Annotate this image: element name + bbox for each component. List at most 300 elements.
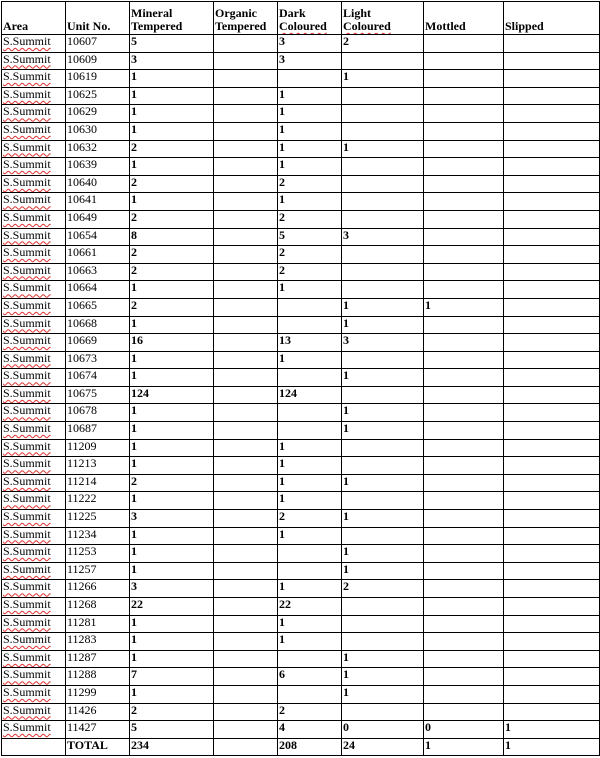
unit-no-cell: 10630: [66, 122, 130, 140]
slipped-cell: [504, 334, 600, 352]
dark-coloured-cell: 1: [278, 87, 342, 105]
slipped-cell: [504, 404, 600, 422]
mineral-tempered-cell: 2: [130, 140, 214, 158]
dark-coloured-cell: 1: [278, 492, 342, 510]
dark-coloured-cell: 2: [278, 510, 342, 528]
mineral-tempered-cell: 1: [130, 615, 214, 633]
table-row: [2, 246, 600, 264]
slipped-cell: [504, 386, 600, 404]
dark-coloured-cell: 5: [278, 228, 342, 246]
slipped-cell: [504, 263, 600, 281]
mineral-tempered-cell: 1: [130, 369, 214, 387]
organic-tempered-cell: [214, 703, 278, 721]
organic-tempered-cell: [214, 52, 278, 70]
mineral-tempered-cell: 1: [130, 650, 214, 668]
organic-tempered-cell: [214, 633, 278, 651]
slipped-cell: [504, 122, 600, 140]
light-coloured-cell: 1: [342, 404, 424, 422]
mineral-tempered-cell: 1: [130, 633, 214, 651]
unit-no-cell: 11213: [66, 457, 130, 475]
mineral-tempered-cell: 1: [130, 457, 214, 475]
slipped-cell: [504, 193, 600, 211]
dark-coloured-cell: 1: [278, 439, 342, 457]
table-row: [2, 598, 600, 616]
organic-tempered-cell: [214, 668, 278, 686]
organic-tempered-cell: [214, 404, 278, 422]
dark-coloured-cell: 1: [278, 474, 342, 492]
organic-tempered-cell: [214, 492, 278, 510]
mottled-cell: 1: [424, 298, 504, 316]
mottled-cell: [424, 474, 504, 492]
organic-tempered-cell: [214, 545, 278, 563]
header-dark-coloured: Dark Coloured: [278, 2, 342, 35]
area-cell: S.Summit: [2, 562, 66, 580]
mottled-cell: [424, 703, 504, 721]
table-row: [2, 316, 600, 334]
slipped-cell: [504, 422, 600, 440]
area-cell: S.Summit: [2, 263, 66, 281]
light-coloured-cell: 1: [342, 422, 424, 440]
header-unit-no: Unit No.: [66, 2, 130, 35]
light-coloured-cell: 1: [342, 562, 424, 580]
table-row: [2, 510, 600, 528]
light-coloured-cell: 1: [342, 668, 424, 686]
slipped-cell: [504, 492, 600, 510]
area-cell: S.Summit: [2, 298, 66, 316]
unit-no-cell: 11222: [66, 492, 130, 510]
mineral-tempered-cell: 1: [130, 158, 214, 176]
unit-no-cell: 11426: [66, 703, 130, 721]
unit-no-cell: 10675: [66, 386, 130, 404]
mineral-tempered-cell: 2: [130, 298, 214, 316]
organic-tempered-cell: [214, 210, 278, 228]
mineral-tempered-cell: 2: [130, 175, 214, 193]
organic-tempered-cell: [214, 70, 278, 88]
light-coloured-cell: [342, 386, 424, 404]
area-cell: S.Summit: [2, 105, 66, 123]
unit-no-cell: 11281: [66, 615, 130, 633]
mottled-cell: [424, 633, 504, 651]
dark-coloured-cell: 2: [278, 246, 342, 264]
area-cell: S.Summit: [2, 703, 66, 721]
unit-no-cell: 11266: [66, 580, 130, 598]
table-row: [2, 298, 600, 316]
slipped-cell: 1: [504, 721, 600, 739]
organic-tempered-cell: [214, 615, 278, 633]
area-cell: S.Summit: [2, 369, 66, 387]
organic-tempered-cell: [214, 175, 278, 193]
light-coloured-cell: 1: [342, 369, 424, 387]
unit-no-cell: 10625: [66, 87, 130, 105]
mineral-tempered-cell: 1: [130, 422, 214, 440]
organic-tempered-cell: [214, 122, 278, 140]
light-coloured-cell: 24: [342, 738, 424, 756]
mineral-tempered-cell: 8: [130, 228, 214, 246]
light-coloured-cell: [342, 351, 424, 369]
mottled-cell: [424, 439, 504, 457]
mottled-cell: [424, 580, 504, 598]
mottled-cell: [424, 334, 504, 352]
total-row: [2, 738, 600, 756]
light-coloured-cell: 2: [342, 35, 424, 53]
area-cell: S.Summit: [2, 633, 66, 651]
dark-coloured-cell: 2: [278, 210, 342, 228]
table-row: [2, 633, 600, 651]
area-cell: S.Summit: [2, 122, 66, 140]
mottled-cell: [424, 263, 504, 281]
mottled-cell: [424, 228, 504, 246]
table-row: [2, 52, 600, 70]
area-cell: S.Summit: [2, 598, 66, 616]
unit-no-cell: 10607: [66, 35, 130, 53]
mottled-cell: [424, 668, 504, 686]
dark-coloured-cell: 1: [278, 580, 342, 598]
slipped-cell: [504, 105, 600, 123]
mineral-tempered-cell: 1: [130, 105, 214, 123]
unit-no-cell: 10632: [66, 140, 130, 158]
organic-tempered-cell: [214, 87, 278, 105]
slipped-cell: [504, 175, 600, 193]
light-coloured-cell: [342, 615, 424, 633]
mineral-tempered-cell: 2: [130, 703, 214, 721]
unit-no-cell: 10661: [66, 246, 130, 264]
mineral-tempered-cell: 1: [130, 281, 214, 299]
light-coloured-cell: [342, 457, 424, 475]
mottled-cell: [424, 545, 504, 563]
table-row: [2, 685, 600, 703]
area-cell: S.Summit: [2, 35, 66, 53]
mineral-tempered-cell: 1: [130, 316, 214, 334]
mottled-cell: [424, 422, 504, 440]
light-coloured-cell: [342, 263, 424, 281]
light-coloured-cell: 1: [342, 685, 424, 703]
organic-tempered-cell: [214, 263, 278, 281]
unit-no-cell: 10663: [66, 263, 130, 281]
table-row: [2, 386, 600, 404]
unit-no-cell: 11288: [66, 668, 130, 686]
slipped-cell: [504, 298, 600, 316]
organic-tempered-cell: [214, 457, 278, 475]
organic-tempered-cell: [214, 334, 278, 352]
table-row: [2, 158, 600, 176]
dark-coloured-cell: 1: [278, 615, 342, 633]
dark-coloured-cell: [278, 316, 342, 334]
mottled-cell: [424, 70, 504, 88]
unit-no-cell: 10649: [66, 210, 130, 228]
dark-coloured-cell: [278, 404, 342, 422]
mottled-cell: [424, 492, 504, 510]
light-coloured-cell: 2: [342, 580, 424, 598]
light-coloured-cell: [342, 52, 424, 70]
slipped-cell: [504, 369, 600, 387]
table-row: [2, 193, 600, 211]
table-row: [2, 140, 600, 158]
header-organic-tempered: Organic Tempered: [214, 2, 278, 35]
organic-tempered-cell: [214, 105, 278, 123]
unit-no-cell: 10665: [66, 298, 130, 316]
slipped-cell: [504, 545, 600, 563]
light-coloured-cell: 3: [342, 334, 424, 352]
area-cell: S.Summit: [2, 334, 66, 352]
organic-tempered-cell: [214, 510, 278, 528]
mineral-tempered-cell: 3: [130, 580, 214, 598]
header-row: [2, 2, 600, 35]
area-cell: S.Summit: [2, 615, 66, 633]
area-cell: S.Summit: [2, 580, 66, 598]
unit-no-cell: 11257: [66, 562, 130, 580]
slipped-cell: [504, 474, 600, 492]
unit-no-cell: 10619: [66, 70, 130, 88]
table-row: [2, 492, 600, 510]
slipped-cell: [504, 158, 600, 176]
table-row: [2, 281, 600, 299]
table-row: [2, 545, 600, 563]
organic-tempered-cell: [214, 474, 278, 492]
dark-coloured-cell: [278, 650, 342, 668]
slipped-cell: [504, 598, 600, 616]
slipped-cell: [504, 228, 600, 246]
mineral-tempered-cell: 124: [130, 386, 214, 404]
mineral-tempered-cell: 1: [130, 685, 214, 703]
unit-no-cell: 10629: [66, 105, 130, 123]
area-cell: S.Summit: [2, 52, 66, 70]
light-coloured-cell: 1: [342, 298, 424, 316]
slipped-cell: [504, 246, 600, 264]
mottled-cell: 1: [424, 738, 504, 756]
mineral-tempered-cell: 1: [130, 527, 214, 545]
mineral-tempered-cell: 5: [130, 721, 214, 739]
mineral-tempered-cell: 234: [130, 738, 214, 756]
unit-no-cell: 11225: [66, 510, 130, 528]
unit-no-cell: 11214: [66, 474, 130, 492]
slipped-cell: [504, 580, 600, 598]
table-row: [2, 122, 600, 140]
slipped-cell: [504, 210, 600, 228]
dark-coloured-cell: [278, 562, 342, 580]
light-coloured-cell: [342, 175, 424, 193]
light-coloured-cell: 1: [342, 474, 424, 492]
dark-coloured-cell: 4: [278, 721, 342, 739]
area-cell: S.Summit: [2, 386, 66, 404]
mottled-cell: [424, 562, 504, 580]
unit-no-cell: 10668: [66, 316, 130, 334]
slipped-cell: [504, 35, 600, 53]
organic-tempered-cell: [214, 598, 278, 616]
mottled-cell: [424, 140, 504, 158]
organic-tempered-cell: [214, 316, 278, 334]
table-row: [2, 580, 600, 598]
dark-coloured-cell: 2: [278, 263, 342, 281]
slipped-cell: 1: [504, 738, 600, 756]
mineral-tempered-cell: 2: [130, 210, 214, 228]
unit-no-cell: 10609: [66, 52, 130, 70]
table-row: [2, 650, 600, 668]
dark-coloured-cell: 6: [278, 668, 342, 686]
unit-no-cell: TOTAL: [66, 738, 130, 756]
light-coloured-cell: [342, 439, 424, 457]
dark-coloured-cell: 3: [278, 52, 342, 70]
area-cell: S.Summit: [2, 510, 66, 528]
unit-no-cell: 10674: [66, 369, 130, 387]
slipped-cell: [504, 527, 600, 545]
unit-no-cell: 10669: [66, 334, 130, 352]
light-coloured-cell: [342, 193, 424, 211]
mottled-cell: [424, 510, 504, 528]
area-cell: S.Summit: [2, 650, 66, 668]
unit-no-cell: 10639: [66, 158, 130, 176]
slipped-cell: [504, 281, 600, 299]
mottled-cell: [424, 193, 504, 211]
dark-coloured-cell: [278, 545, 342, 563]
mineral-tempered-cell: 1: [130, 492, 214, 510]
table-row: [2, 562, 600, 580]
light-coloured-cell: 1: [342, 70, 424, 88]
slipped-cell: [504, 87, 600, 105]
mottled-cell: [424, 598, 504, 616]
area-cell: S.Summit: [2, 439, 66, 457]
organic-tempered-cell: [214, 527, 278, 545]
table-row: [2, 87, 600, 105]
dark-coloured-cell: 2: [278, 703, 342, 721]
unit-no-cell: 10687: [66, 422, 130, 440]
organic-tempered-cell: [214, 281, 278, 299]
table-body: [2, 35, 600, 756]
unit-no-cell: 11427: [66, 721, 130, 739]
table-row: [2, 105, 600, 123]
area-cell: S.Summit: [2, 492, 66, 510]
unit-no-cell: 11253: [66, 545, 130, 563]
header-light-coloured: Light Coloured: [342, 2, 424, 35]
area-cell: S.Summit: [2, 685, 66, 703]
mineral-tempered-cell: 2: [130, 474, 214, 492]
mottled-cell: [424, 210, 504, 228]
area-cell: S.Summit: [2, 316, 66, 334]
header-mineral-tempered: Mineral Tempered: [130, 2, 214, 35]
table-row: [2, 351, 600, 369]
dark-coloured-cell: 1: [278, 527, 342, 545]
area-cell: [2, 738, 66, 756]
area-cell: S.Summit: [2, 175, 66, 193]
area-cell: S.Summit: [2, 246, 66, 264]
dark-coloured-cell: 3: [278, 35, 342, 53]
dark-coloured-cell: 1: [278, 351, 342, 369]
organic-tempered-cell: [214, 351, 278, 369]
slipped-cell: [504, 457, 600, 475]
mineral-tempered-cell: 1: [130, 439, 214, 457]
dark-coloured-cell: 208: [278, 738, 342, 756]
mottled-cell: [424, 122, 504, 140]
mineral-tempered-cell: 1: [130, 545, 214, 563]
light-coloured-cell: [342, 210, 424, 228]
mottled-cell: [424, 615, 504, 633]
light-coloured-cell: [342, 281, 424, 299]
header-area: Area: [2, 2, 66, 35]
light-coloured-cell: [342, 87, 424, 105]
light-coloured-cell: 1: [342, 650, 424, 668]
mottled-cell: [424, 87, 504, 105]
organic-tempered-cell: [214, 685, 278, 703]
mottled-cell: [424, 316, 504, 334]
mineral-tempered-cell: 1: [130, 562, 214, 580]
organic-tempered-cell: [214, 158, 278, 176]
organic-tempered-cell: [214, 298, 278, 316]
light-coloured-cell: [342, 633, 424, 651]
mottled-cell: 0: [424, 721, 504, 739]
organic-tempered-cell: [214, 721, 278, 739]
light-coloured-cell: 3: [342, 228, 424, 246]
mineral-tempered-cell: 3: [130, 52, 214, 70]
slipped-cell: [504, 351, 600, 369]
mottled-cell: [424, 351, 504, 369]
dark-coloured-cell: [278, 70, 342, 88]
header-slipped: Slipped: [504, 2, 600, 35]
mineral-tempered-cell: 16: [130, 334, 214, 352]
area-cell: S.Summit: [2, 228, 66, 246]
area-cell: S.Summit: [2, 70, 66, 88]
light-coloured-cell: [342, 703, 424, 721]
area-cell: S.Summit: [2, 158, 66, 176]
table-row: [2, 422, 600, 440]
organic-tempered-cell: [214, 422, 278, 440]
area-cell: S.Summit: [2, 210, 66, 228]
table-row: [2, 439, 600, 457]
mottled-cell: [424, 175, 504, 193]
table-row: [2, 527, 600, 545]
area-cell: S.Summit: [2, 545, 66, 563]
organic-tempered-cell: [214, 246, 278, 264]
mottled-cell: [424, 527, 504, 545]
slipped-cell: [504, 70, 600, 88]
mottled-cell: [424, 35, 504, 53]
dark-coloured-cell: 124: [278, 386, 342, 404]
light-coloured-cell: 1: [342, 140, 424, 158]
light-coloured-cell: [342, 158, 424, 176]
table-row: [2, 457, 600, 475]
slipped-cell: [504, 650, 600, 668]
area-cell: S.Summit: [2, 140, 66, 158]
mottled-cell: [424, 105, 504, 123]
light-coloured-cell: 1: [342, 510, 424, 528]
organic-tempered-cell: [214, 580, 278, 598]
mineral-tempered-cell: 7: [130, 668, 214, 686]
area-cell: S.Summit: [2, 281, 66, 299]
area-cell: S.Summit: [2, 474, 66, 492]
header-mottled: Mottled: [424, 2, 504, 35]
organic-tempered-cell: [214, 650, 278, 668]
dark-coloured-cell: 2: [278, 175, 342, 193]
organic-tempered-cell: [214, 140, 278, 158]
dark-coloured-cell: 1: [278, 193, 342, 211]
organic-tempered-cell: [214, 369, 278, 387]
mineral-tempered-cell: 5: [130, 35, 214, 53]
light-coloured-cell: 0: [342, 721, 424, 739]
mineral-tempered-cell: 2: [130, 246, 214, 264]
dark-coloured-cell: 1: [278, 140, 342, 158]
light-coloured-cell: 1: [342, 545, 424, 563]
dark-coloured-cell: 1: [278, 105, 342, 123]
table-row: [2, 721, 600, 739]
organic-tempered-cell: [214, 35, 278, 53]
mineral-tempered-cell: 1: [130, 87, 214, 105]
unit-no-cell: 10654: [66, 228, 130, 246]
light-coloured-cell: [342, 527, 424, 545]
unit-no-cell: 10678: [66, 404, 130, 422]
area-cell: S.Summit: [2, 668, 66, 686]
mottled-cell: [424, 650, 504, 668]
unit-no-cell: 10640: [66, 175, 130, 193]
unit-no-cell: 11287: [66, 650, 130, 668]
organic-tempered-cell: [214, 193, 278, 211]
